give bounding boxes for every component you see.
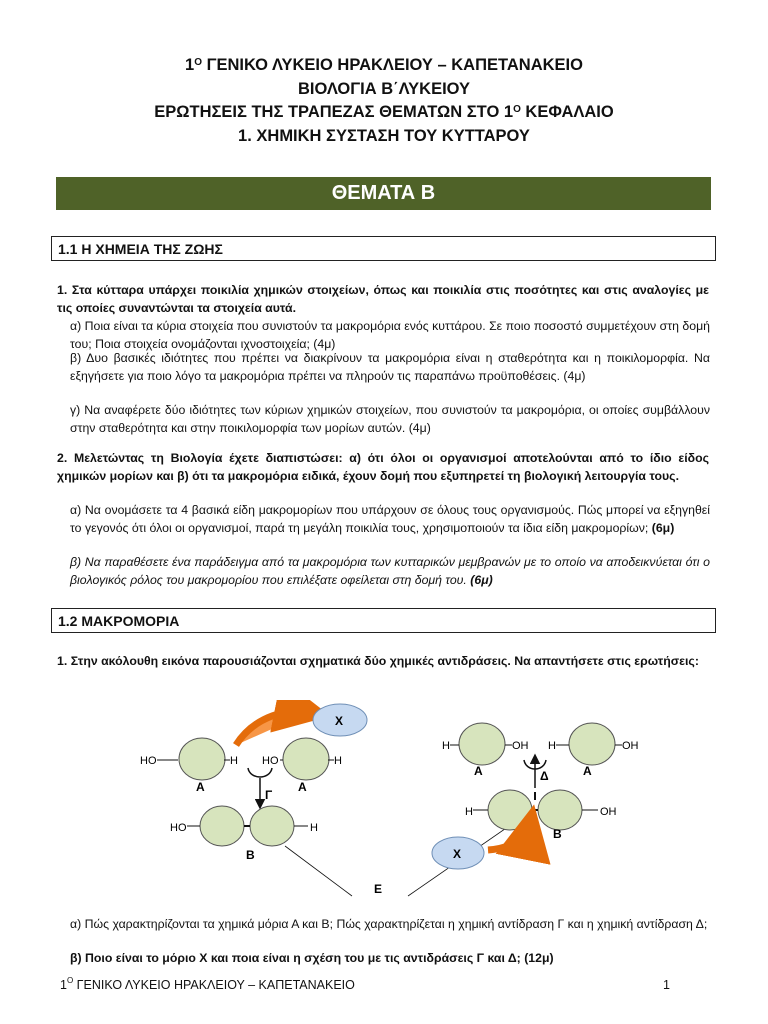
oh-label-2: OH <box>622 740 639 752</box>
reactions-diagram <box>120 700 660 900</box>
question-1-1-2-a: α) Να ονομάσετε τα 4 βασικά είδη μακρομορίων που υπάρχουν σε όλους τους οργανισμούς. Πώς μπορεί να εξηγηθεί το γεγονός ότι όλοι οι οργανισμοί, παρά τη μεγάλη ποικιλία τους, χρησιμοποιούν τα ίδια είδη μακρομορίων; (6μ) <box>70 503 710 535</box>
label-x-right: Χ <box>453 847 462 861</box>
page-number: 1 <box>663 978 670 992</box>
label-x-left: Χ <box>335 714 344 728</box>
monomer-b-right-1 <box>488 790 532 830</box>
monomer-a-right-1 <box>459 723 505 765</box>
h-label-4: H <box>442 740 450 752</box>
label-a-right-2: Α <box>583 764 592 778</box>
section-heading-1-2: 1.2 ΜΑΚΡΟΜΟΡΙΑ <box>51 608 716 633</box>
label-e: Ε <box>374 882 383 896</box>
monomer-b-right-2 <box>538 790 582 830</box>
section-heading-1-1: 1.1 Η ΧΗΜΕΙΑ ΤΗΣ ΖΩΗΣ <box>51 236 716 261</box>
question-1-2-1-b: β) Ποιο είναι το μόριο Χ και ποια είναι η σχέση του με τις αντιδράσεις Γ και Δ; (12μ) <box>70 951 554 965</box>
ho-label-2: HO <box>262 755 279 767</box>
monomer-a-right-2 <box>569 723 615 765</box>
h-label-1: H <box>230 755 238 767</box>
label-b-right: Β <box>553 827 562 841</box>
label-a-left-1: Α <box>196 780 205 794</box>
school-title: $1^O$ ΓΕΝΙΚΟ ΛΥΚΕΙΟ ΗΡΑΚΛΕΙΟΥ – ΚΑΠΕΤΑΝΑΚΕΙΟ <box>185 56 583 74</box>
monomer-a-left-1 <box>179 738 225 780</box>
h-label-5: H <box>548 740 556 752</box>
label-delta: Δ <box>540 769 549 783</box>
question-1-1-1: 1. Στα κύτταρα υπάρχει ποικιλία χημικών στοιχείων, όπως και ποικιλία στις ποσότητες και στις αναλογίες με τις οποίες συναντώνται τα στοιχεία αυτά. <box>57 283 709 315</box>
course-title: ΒΙΟΛΟΓΙΑ Β΄ΛΥΚΕΙΟΥ <box>297 79 471 98</box>
label-b-left: Β <box>246 848 255 862</box>
label-gamma: Γ <box>265 788 273 802</box>
chapter-title: 1. ΧΗΜΙΚΗ ΣΥΣΤΑΣΗ ΤΟΥ ΚΥΤΤΑΡΟΥ <box>238 126 530 145</box>
ho-label-1: HO <box>140 755 157 767</box>
question-1-1-1-a: α) Ποια είναι τα κύρια στοιχεία που συνιστούν τα μακρομόρια ενός κυττάρου. Σε ποιο ποσοστό συμμετέχουν στη δομή του; Ποια στοιχεία ονομάζονται ιχνοστοιχεία; (4μ) <box>70 319 710 351</box>
question-1-1-2-b: β) Να παραθέσετε ένα παράδειγμα από τα μακρομόρια των κυτταρικών μεμβρανών με το οποίο να αποδεικνύεται ότι ο βιολογικός ρόλος του μακρομορίου που επιλέξατε οφείλεται στη δομή του. (6μ) <box>70 555 710 587</box>
question-1-1-1-c: γ) Να αναφέρετε δύο ιδιότητες των κύριων χημικών στοιχείων, που συνιστούν τα μακρομόρια, οι οποίες συμβάλλουν στην σταθερότητα και στην ποικιλομορφία των μορίων αυτών. (4μ) <box>70 403 710 435</box>
label-a-right-1: Α <box>474 764 483 778</box>
footer-school: $1^O$ ΓΕΝΙΚΟ ΛΥΚΕΙΟ ΗΡΑΚΛΕΙΟΥ – ΚΑΠΕΤΑΝΑΚΕΙΟ <box>60 976 355 992</box>
ho-label-3: HO <box>170 822 187 834</box>
monomer-b-left-2 <box>250 806 294 846</box>
topics-banner: ΘΕΜΑΤΑ Β <box>56 177 711 210</box>
h-label-3: H <box>310 822 318 834</box>
monomer-a-left-2 <box>283 738 329 780</box>
oh-label-1: OH <box>512 740 529 752</box>
h-label-2: H <box>334 755 342 767</box>
label-a-left-2: Α <box>298 780 307 794</box>
document-header <box>0 54 768 148</box>
oh-label-3: OH <box>600 806 617 818</box>
monomer-b-left-1 <box>200 806 244 846</box>
question-1-2-1: 1. Στην ακόλουθη εικόνα παρουσιάζονται σχηματικά δύο χημικές αντιδράσεις. Να απαντήσετε στις ερωτήσεις: <box>57 654 699 668</box>
question-1-1-2: 2. Μελετώντας τη Βιολογία έχετε διαπιστώσει: α) ότι όλοι οι οργανισμοί αποτελούνται από το ίδιο είδος χημικών μορίων και β) ότι τα μακρομόρια ειδικά, έχουν δομή που εξυπηρετεί τη βιολογική λειτουργία τους. <box>57 451 709 483</box>
question-1-1-1-b: β) Δυο βασικές ιδιότητες που πρέπει να διακρίνουν τα μακρομόρια είναι η σταθερότητα και η ποικιλομορφία. Να εξηγήσετε για ποιο λόγο τα μακρομόρια πρέπει να πληρούν τις παραπάνω προϋποθέσεις. (4μ) <box>70 351 710 383</box>
h-label-6: H <box>465 806 473 818</box>
question-1-2-1-a: α) Πώς χαρακτηρίζονται τα χημικά μόρια Α και Β; Πώς χαρακτηρίζεται η χημική αντίδραση Γ και η χημική αντίδραση Δ; <box>70 917 708 931</box>
questions-title: ΕΡΩΤΗΣΕΙΣ ΤΗΣ ΤΡΑΠΕΖΑΣ ΘΕΜΑΤΩΝ ΣΤΟ $1^O$ ΚΕΦΑΛΑΙΟ <box>154 103 614 121</box>
